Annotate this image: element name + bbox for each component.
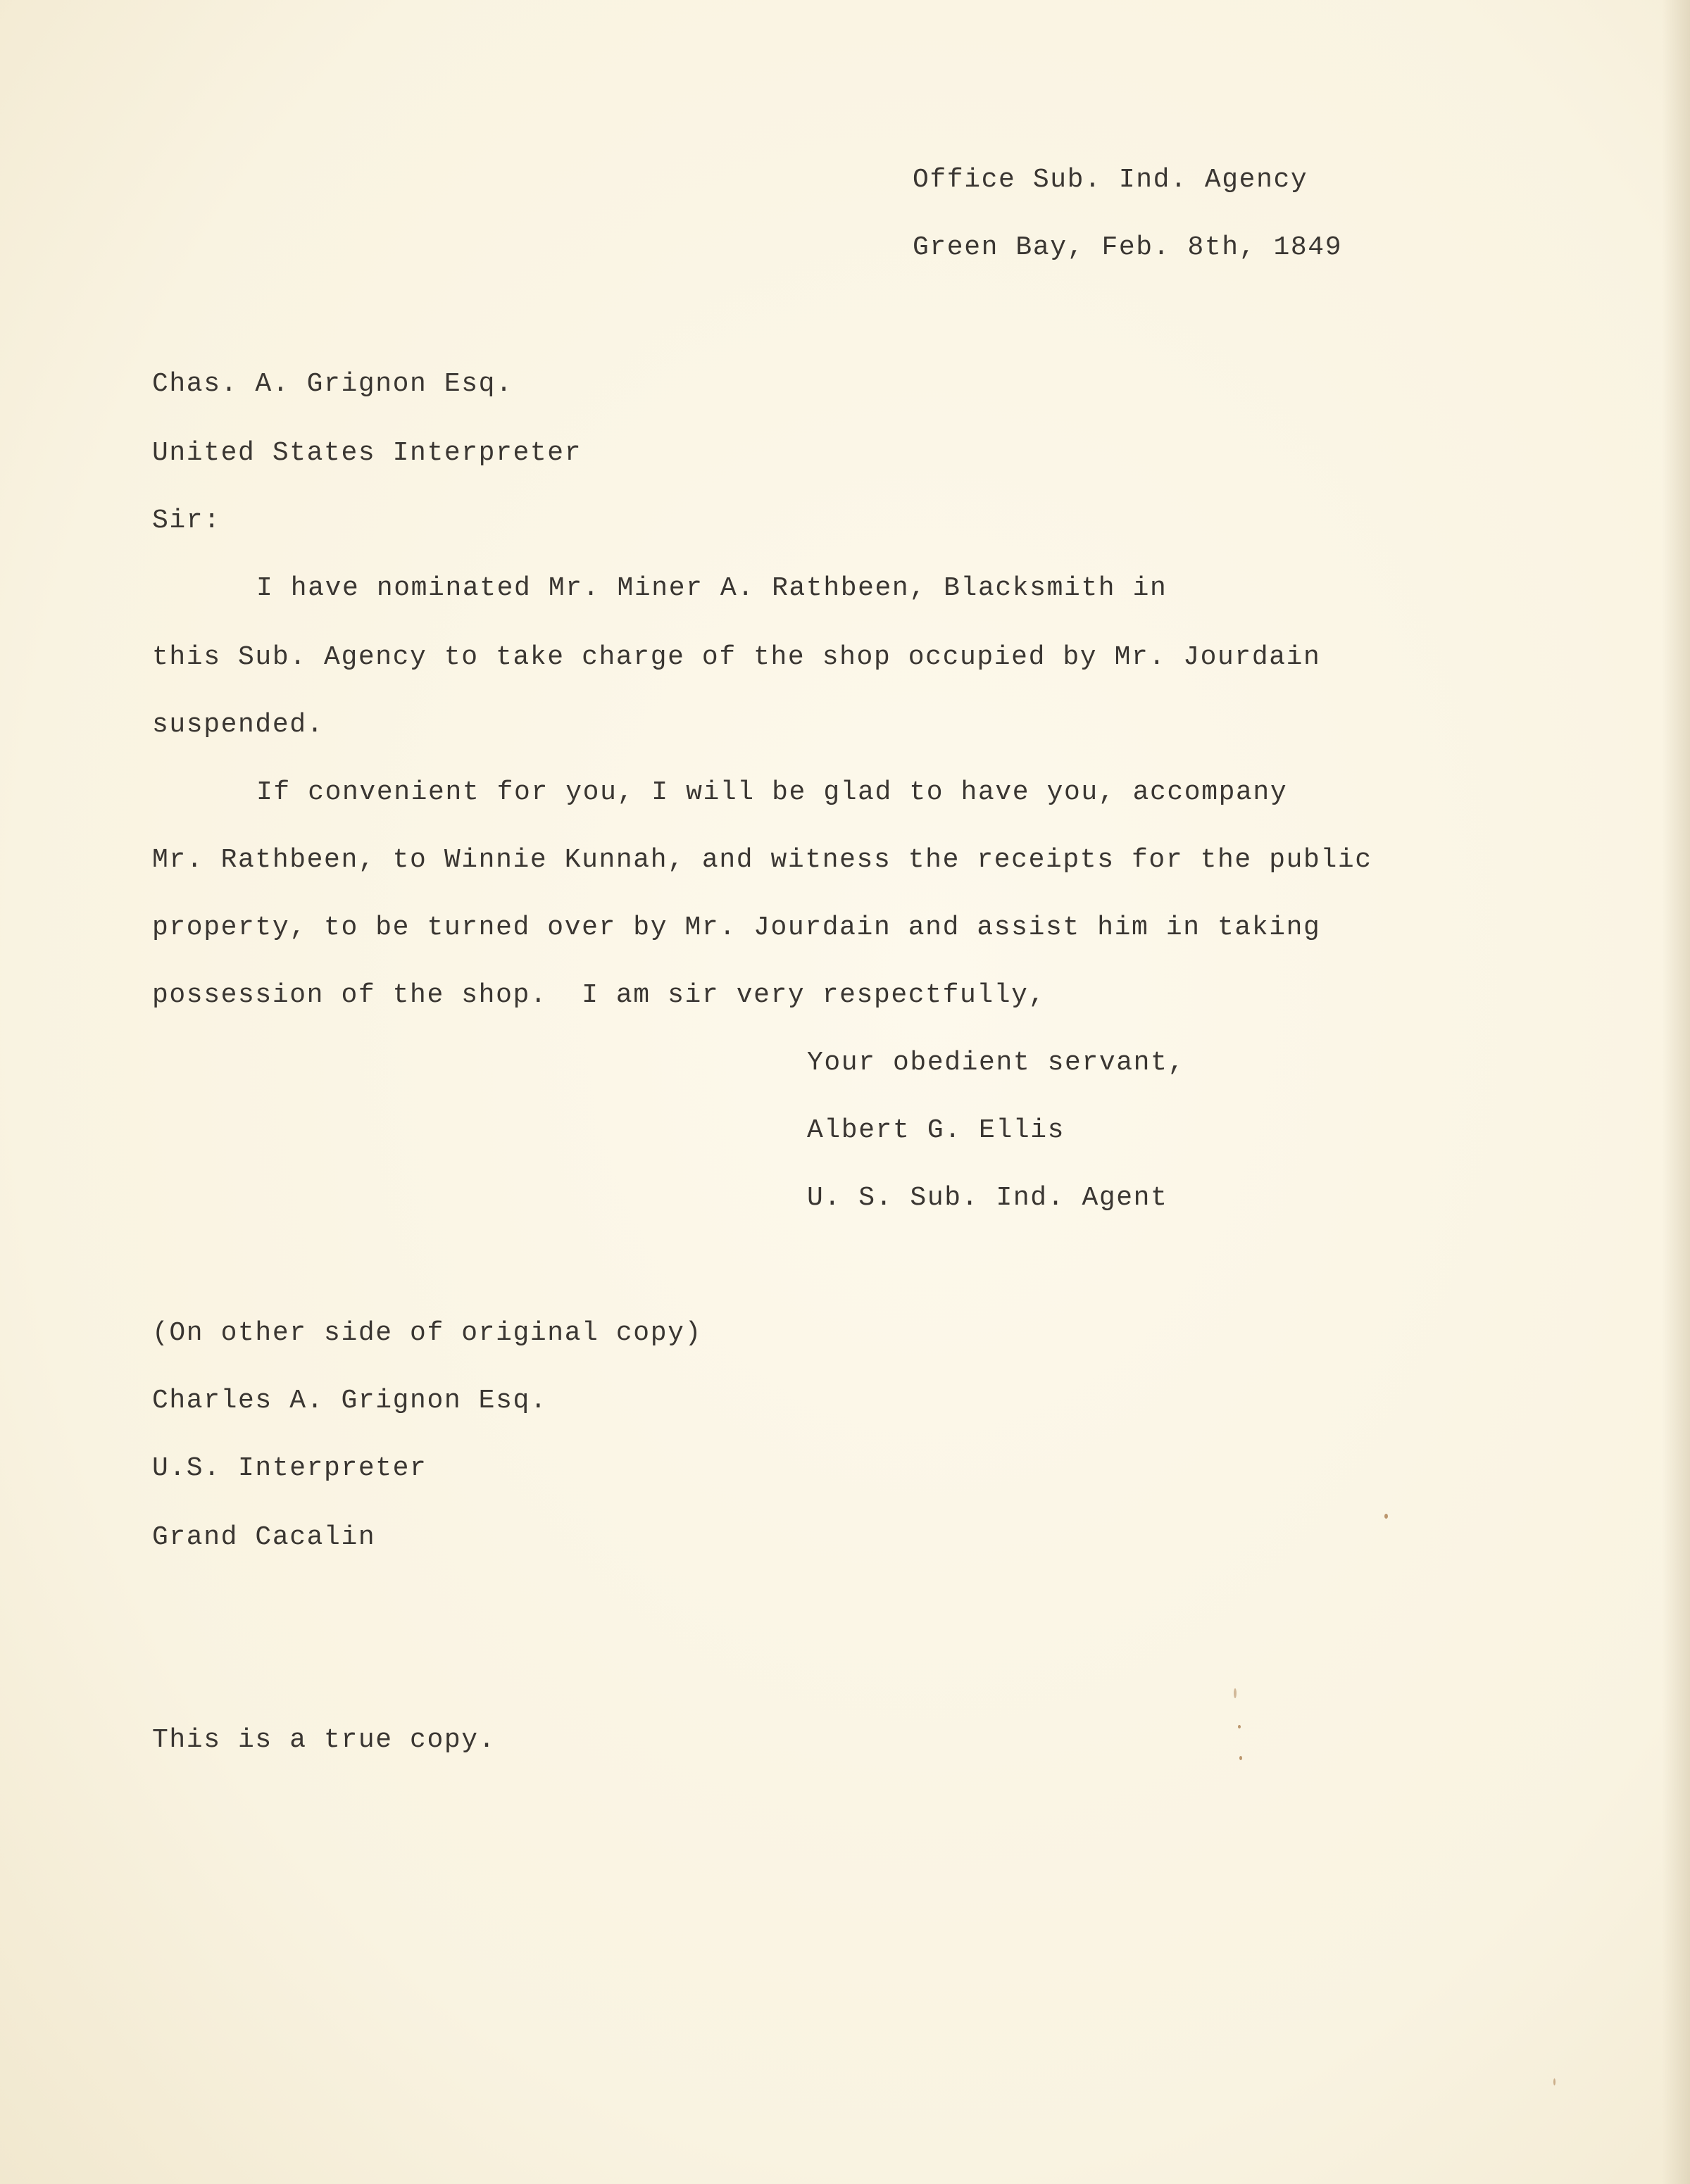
letterhead-office: Office Sub. Ind. Agency — [913, 165, 1308, 195]
paper-speck — [1384, 1514, 1388, 1519]
page-edge-shadow — [1662, 0, 1690, 2184]
body-line-4: If convenient for you, I will be glad to have you, accompany — [256, 777, 1288, 808]
reverse-side-note: (On other side of original copy) — [152, 1318, 702, 1348]
body-line-7: possession of the shop. I am sir very respectfully, — [152, 980, 1046, 1010]
addressee-name: Chas. A. Grignon Esq. — [152, 369, 513, 399]
reverse-side-line-1: Charles A. Grignon Esq. — [152, 1386, 548, 1416]
closing-signer: Albert G. Ellis — [807, 1115, 1065, 1146]
letterhead-place-date: Green Bay, Feb. 8th, 1849 — [913, 232, 1343, 263]
certification: This is a true copy. — [152, 1725, 496, 1755]
addressee-title: United States Interpreter — [152, 438, 582, 468]
body-line-1: I have nominated Mr. Miner A. Rathbeen, Blacksmith in — [256, 573, 1168, 603]
closing-signer-title: U. S. Sub. Ind. Agent — [807, 1183, 1168, 1213]
paper-speck — [1553, 2078, 1556, 2085]
reverse-side-line-3: Grand Cacalin — [152, 1522, 376, 1552]
body-line-6: property, to be turned over by Mr. Jourdain and assist him in taking — [152, 912, 1321, 943]
paper-speck — [1238, 1725, 1241, 1728]
paper-speck — [1234, 1688, 1237, 1698]
salutation: Sir: — [152, 506, 221, 536]
closing-complimentary: Your obedient servant, — [807, 1048, 1185, 1078]
body-line-2: this Sub. Agency to take charge of the shop occupied by Mr. Jourdain — [152, 642, 1321, 672]
body-line-5: Mr. Rathbeen, to Winnie Kunnah, and witness the receipts for the public — [152, 845, 1372, 875]
body-line-3: suspended. — [152, 710, 325, 740]
paper-speck — [1239, 1756, 1242, 1760]
reverse-side-line-2: U.S. Interpreter — [152, 1453, 427, 1483]
